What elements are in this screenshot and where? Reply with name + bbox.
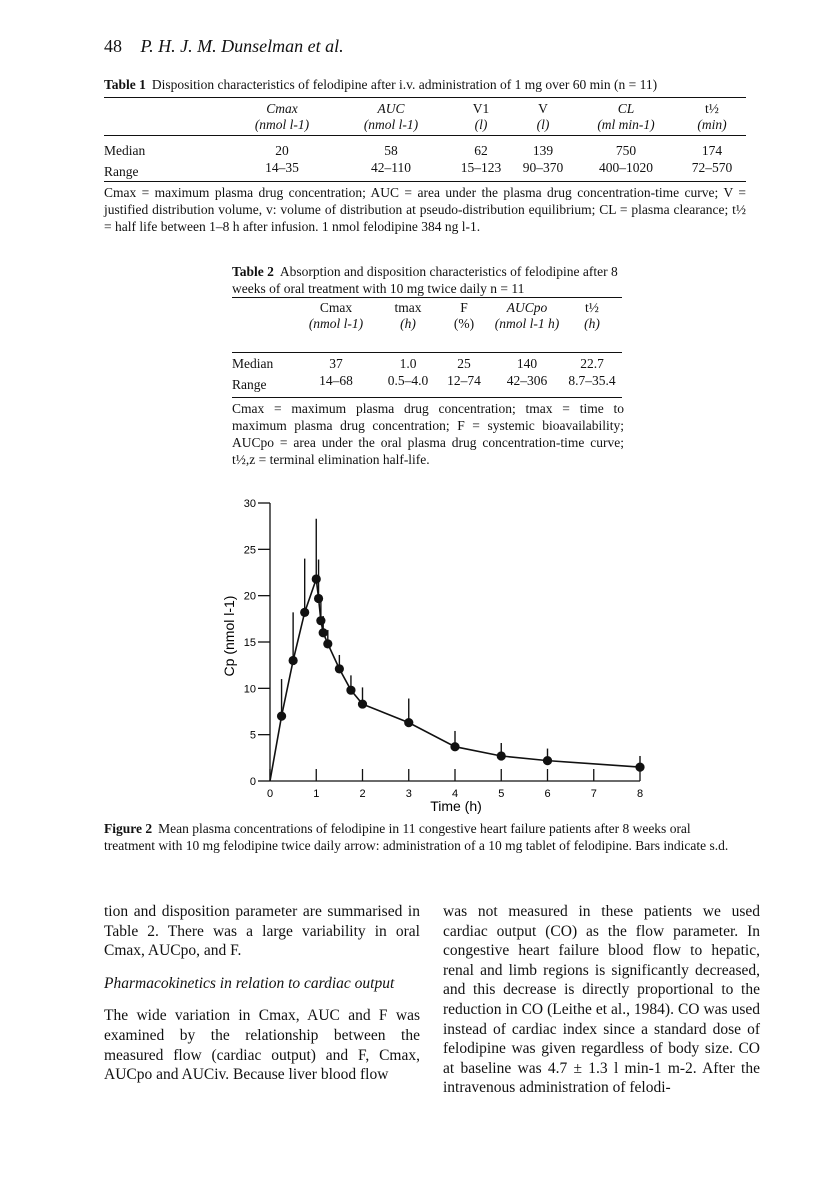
data-point [404,718,413,727]
table2-col-header: tmax (h) [394,300,422,331]
data-point [543,756,552,765]
table1-top-rule [104,97,746,98]
paragraph: The wide variation in Cmax, AUC and F was examined by the relationship between the measured flow (cardiac output) and F, Cmax, AUCpo and AUCiv. Because liver blood flow [104,1007,420,1084]
data-point [314,594,323,603]
table1 [104,101,746,180]
data-point [300,608,309,617]
table2-col-header: AUCpo (nmol l-1 h) [494,300,560,331]
paragraph: tion and disposition parameter are summarised in Table 2. There was a large variability in oral Cmax, AUCpo, and F. [104,903,420,960]
table-row: Range 14–35 42–110 15–123 90–370 400–1020 72–570 [104,160,733,179]
figure2-chart [200,490,670,815]
data-point [316,616,325,625]
data-point [323,639,332,648]
data-point [277,712,286,721]
data-point [635,763,644,772]
y-axis-label: Cp (nmol l-1) [221,595,237,677]
x-tick-label: 5 [498,788,505,800]
table1-col-header: Cmax (nmol l-1) [254,101,310,132]
paragraph: was not measured in these patients we used cardiac output (CO) as the flow parameter. In congestive heart failure blood flow to hepatic, renal and limb regions is significantly decreased, and this decrease is directly proportional to the reduction in CO (Leithe et al., 1984). CO was used instead of cardiac index since a standard dose of felodipine was given regardless of body size. CO at baseline was 4.7 ± 1.3 l min-1 m-2. After the intravenous administration of felodi- [443,903,760,1097]
y-tick-label: 5 [249,729,256,742]
table2-caption-text: Absorption and disposition characteristics of felodipine after 8 weeks of oral treatment with 10 mg twice daily n = 11 [232,264,618,296]
table2-header-row [232,300,622,350]
running-authors: P. H. J. M. Dunselman et al. [140,36,344,56]
chart-axes [244,498,643,800]
body-column-right [443,902,760,1098]
table1-caption-text: Disposition characteristics of felodipine after i.v. administration of 1 mg over 60 min (n = 11) [151,77,658,92]
table-row: Range 14–68 0.5–4.0 12–74 42–306 8.7–35.4 [232,373,616,392]
table2-label: Table 2 [232,264,274,279]
table2-col-header: Cmax (nmol l-1) [308,300,364,331]
body-column-left [104,902,420,1085]
table1-mid-rule [104,135,746,136]
y-tick-label: 25 [243,544,256,557]
data-point [312,574,321,583]
table1-col-header: t½ (min) [697,101,727,132]
x-tick-label: 3 [405,788,412,800]
table2-footnote: Cmax = maximum plasma drug concentration; tmax = time to maximum plasma drug concentration; F = systemic bioavailability; AUCpo = area under the oral plasma drug concentration-time curve; t½,z = terminal elimination half-life. [232,401,624,467]
table2-col-header: F (%) [453,300,475,331]
table1-col-header: CL (ml min-1) [597,101,655,132]
x-tick-label: 6 [544,788,551,800]
x-tick-label: 0 [266,788,274,800]
table2-caption [232,263,622,297]
data-point [358,699,367,708]
section-subheading: Pharmacokinetics in relation to cardiac output [104,974,395,992]
table2-mid-rule [232,352,622,353]
page-number: 48 [104,36,122,56]
table1-footnote: Cmax = maximum plasma drug concentration; AUC = area under the plasma drug concentration-time curve; V = justified distribution volume, v: volume of distribution at pseudo-distribution equilibrium; CL = plasma clearance; t½ = half life between 1–8 h after infusion. 1 nmol felodipine 384 ng l-1. [104,185,746,234]
table1-col-header: V (l) [536,101,550,132]
data-point [497,751,506,760]
x-tick-label: 2 [359,788,366,800]
running-header [104,36,344,57]
figure2-label: Figure 2 [104,821,153,836]
data-point [450,742,459,751]
table1-col-header: V1 (l) [472,101,490,132]
x-tick-label: 1 [313,788,320,800]
y-tick-label: 20 [243,590,256,603]
table2 [232,300,622,393]
table-row: Median 20 58 62 139 750 174 [104,143,723,158]
figure2-caption [104,820,744,854]
chart-marks [270,519,645,781]
data-point [289,656,298,665]
table1-col-header: AUC (nmol l-1) [363,101,419,132]
x-tick-label: 4 [451,788,459,800]
table2-bottom-rule [232,397,622,398]
table1-label: Table 1 [104,77,146,92]
data-point [335,664,344,673]
data-point [319,628,328,637]
figure2-caption-text: Mean plasma concentrations of felodipine in 11 congestive heart failure patients after 8 weeks oral treatment with 10 mg felodipine twice daily arrow: administration of a 10 mg tablet of felodipine. Bars indicate s.d. [104,821,729,853]
table1-header-row [104,101,746,135]
table1-caption [104,76,764,93]
x-axis-label: Time (h) [430,798,482,814]
x-tick-label: 7 [590,788,597,800]
y-tick-label: 30 [243,498,256,510]
table2-top-rule [232,297,622,298]
y-tick-label: 10 [243,683,256,696]
table-row: Median 37 1.0 25 140 22.7 [232,356,604,371]
data-point [346,686,355,695]
y-tick-label: 0 [249,776,256,788]
table2-col-header: t½ (h) [584,300,600,331]
y-tick-label: 15 [243,637,256,649]
table1-bottom-rule [104,181,746,182]
x-tick-label: 8 [636,788,644,800]
